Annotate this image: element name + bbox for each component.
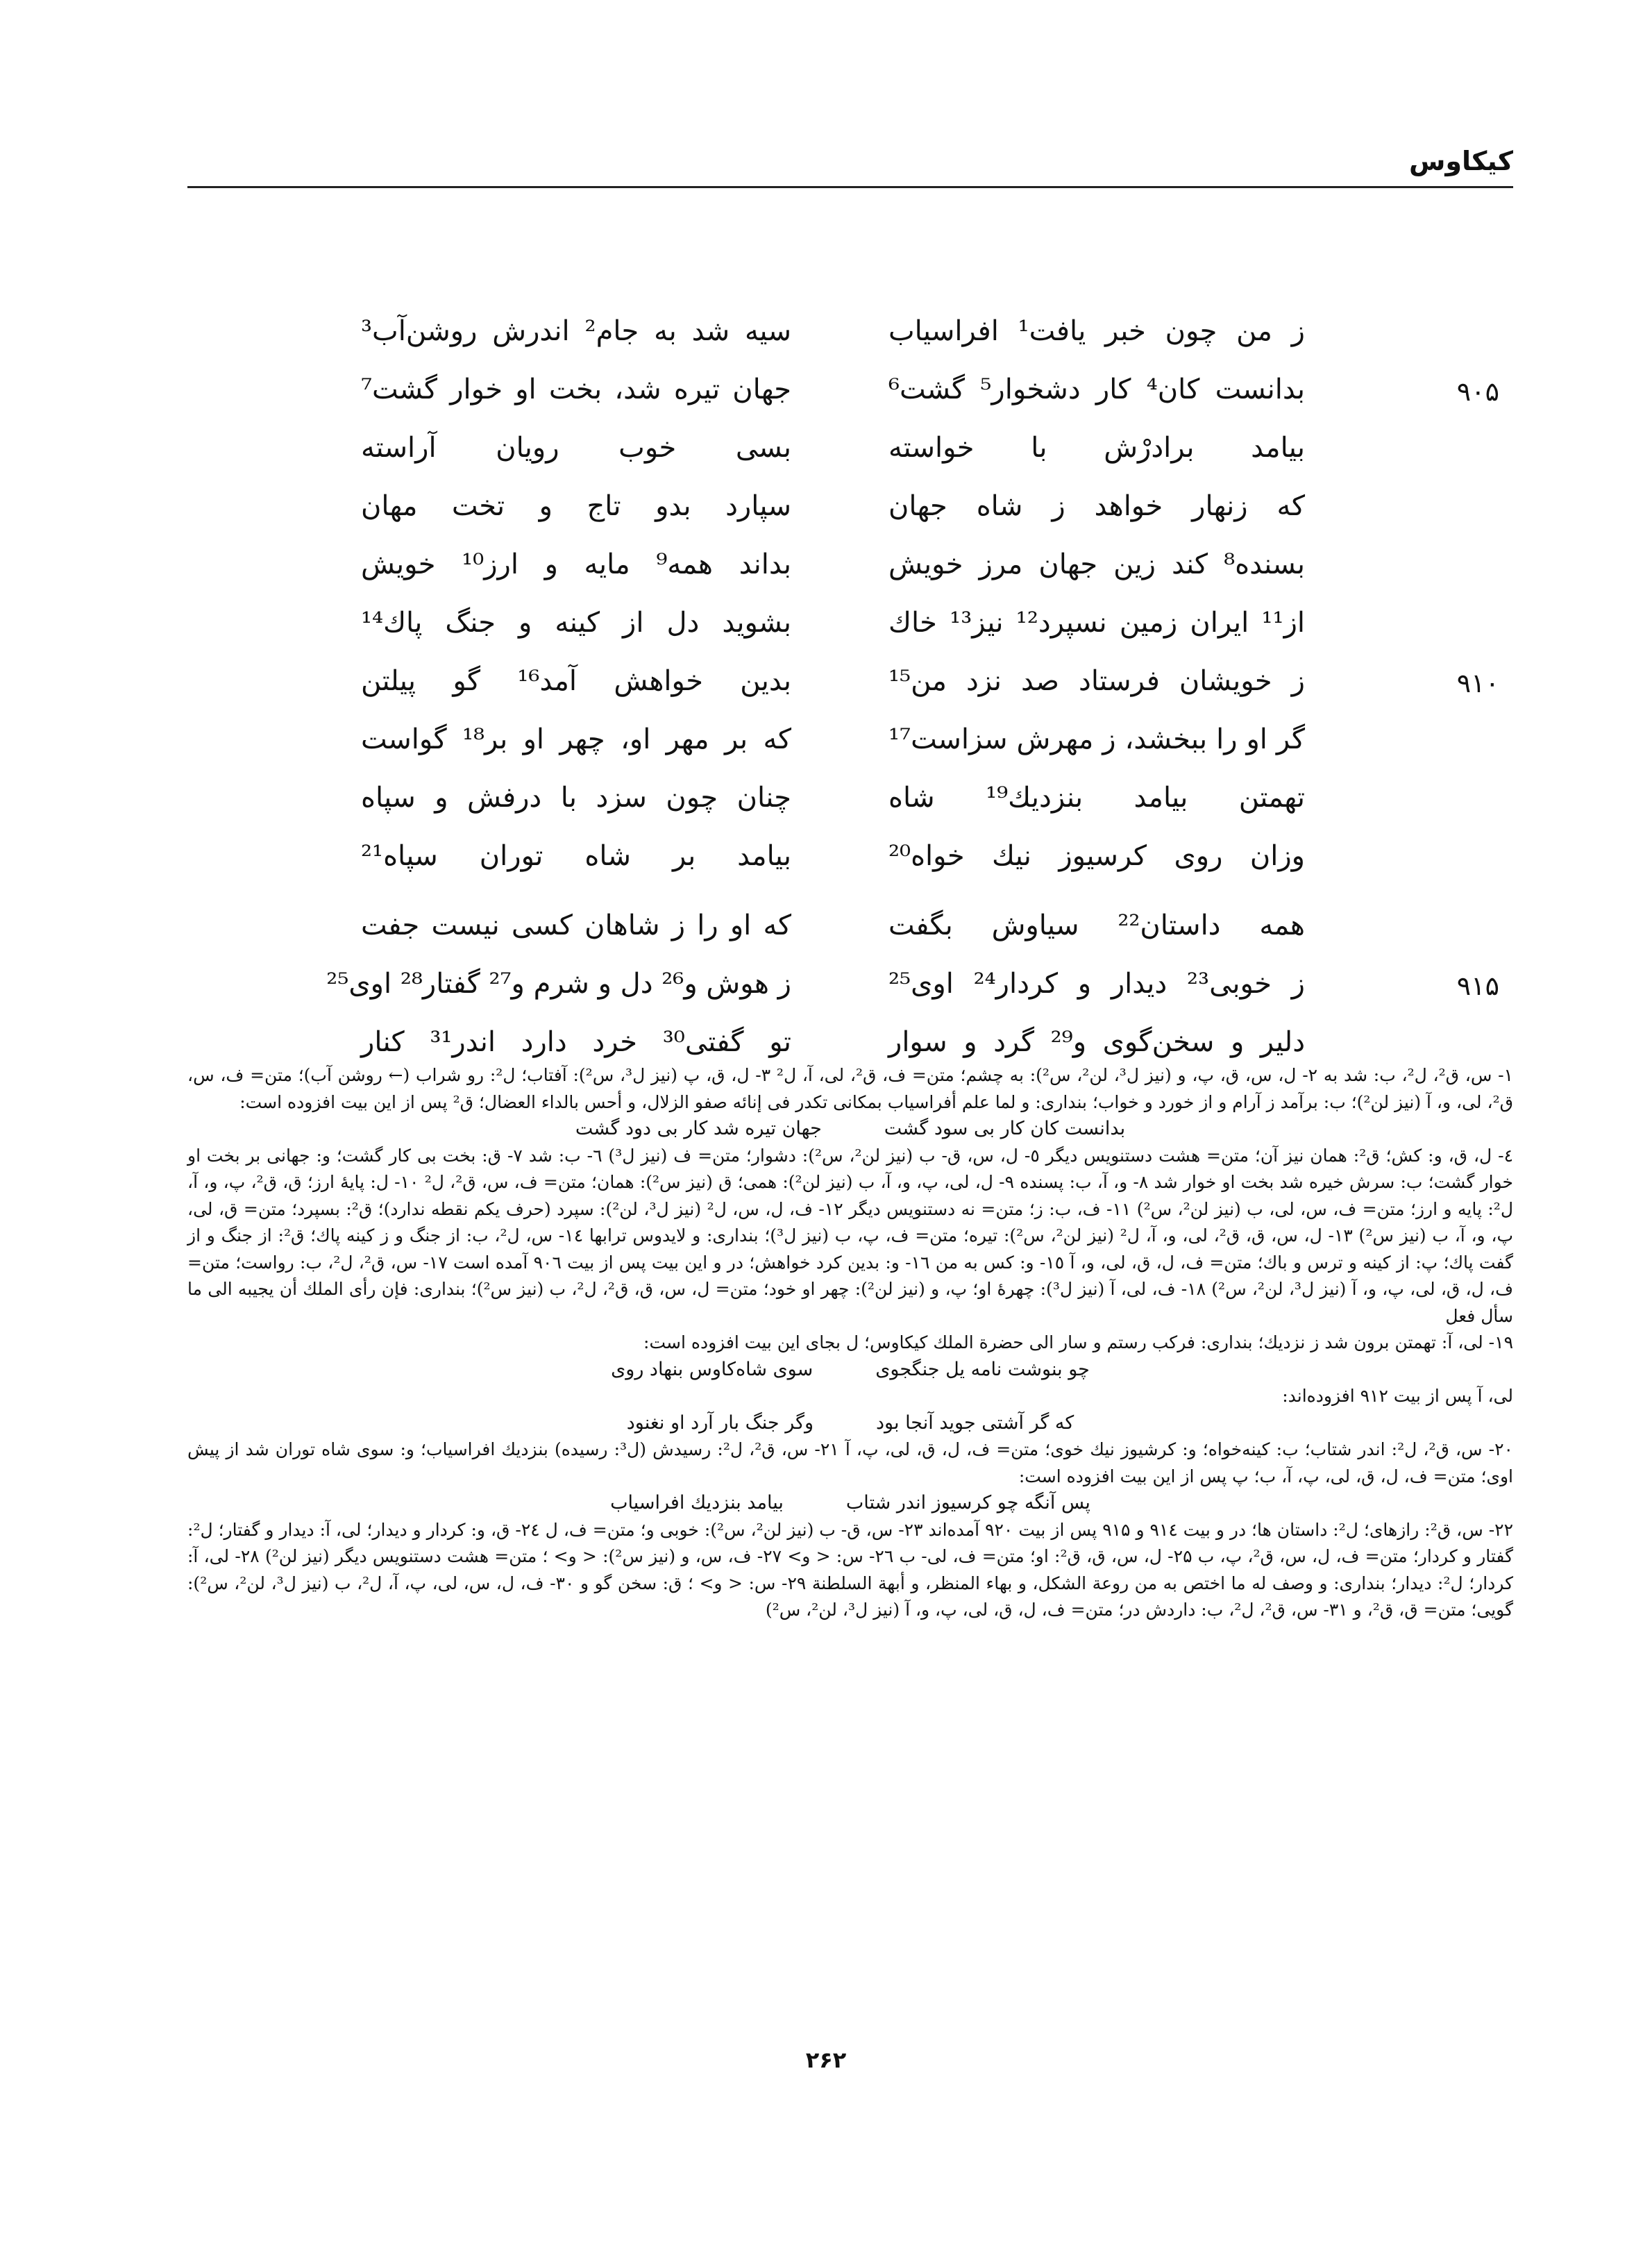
second-hemistich: ز هوش و²⁶ دل و شرم و²⁷ گفتار²⁸ اوی²⁵: [326, 968, 791, 1000]
verse-row: [187, 714, 1513, 772]
second-hemistich: بشوید دل از کینه و جنگ پاك¹⁴: [361, 607, 791, 639]
second-hemistich: جهان تیره شد، بخت او خوار گشت⁷: [361, 374, 791, 405]
first-hemistich: همه داستان²² سیاوش بگفت: [888, 909, 1305, 941]
verse-row: [187, 364, 1513, 422]
footnote-paragraph: ۲۲- س، ق²: رازهای؛ ل²: داستان ها؛ در و بیت ۹۱٤ و ۹۱۵ پس از بیت ۹۲۰ آمده‌اند ۲۳- س، ق- ب (نیز لن²، س²): خوبی و؛ متن= ف، ل ۲٤- ق، و: کردار و دیدار؛ لی، آ: دیدار و گفتار؛ ل²: گفتار و کردار؛ متن= ف، ل، س، ق²، پ، ب ۲۵- ل، س، ق، ق²: او؛ متن= ف، لی- ب ۲٦- س: < و> ۲۷- ف، س، و (نیز س²): < و> ؛ متن= هشت دستنویس دیگر (نیز لن²) ۲۸- لی، آ: کردار؛ ل²: دیدار؛ بنداری: و وصف له ما اختص به من روعة الشکل، و بهاء المنظر، و أبهة السلطنة ۲۹- س: < و> ؛ ق: سخن گو و ۳۰- ف، ل، س، لی، پ، آ، ل²، ب (نیز ل³، لن²، س²): گویی؛ متن= ق، ق²، و ۳۱- س، ق²، ل²، ب: داردش در؛ متن= ف، ل، ق، لی، پ، و، آ (نیز ل³، لن²، س²): [187, 1519, 1513, 1620]
verse-row: [187, 958, 1513, 1016]
verse-number: ۹۱۰: [1456, 668, 1499, 698]
first-hemistich: بسنده⁸ کند زین جهان مرز خویش: [888, 548, 1305, 580]
verse-row: [187, 480, 1513, 539]
added-couplet: [187, 1490, 1513, 1517]
second-hemistich: تو گفتی³⁰ خرد دارد اندر³¹ کنار: [361, 1026, 791, 1058]
couplet-hemistich: سوی شاه‌کاوس بنهاد روی: [611, 1358, 814, 1380]
verse-row: [187, 305, 1513, 364]
verse-row: [187, 539, 1513, 597]
added-couplet: [187, 1410, 1513, 1437]
couplet-hemistich: وگر جنگ بار آرد او نغنود: [626, 1411, 814, 1434]
verse-row: [187, 900, 1513, 958]
second-hemistich: که بر مهر او، چهر او بر¹⁸ گواست: [361, 723, 791, 755]
footnotes: [187, 1062, 1513, 1624]
first-hemistich: تهمتن بیامد بنزدیك¹⁹ شاه: [888, 782, 1305, 814]
first-hemistich: ز خویشان فرستاد صد نزد من¹⁵: [888, 665, 1305, 697]
running-title: کیکاوس: [1408, 146, 1513, 176]
second-hemistich: بسی خوب رویان آراسته: [361, 432, 791, 464]
added-couplet: [187, 1116, 1513, 1143]
first-hemistich: وزان روی کرسیوز نیك خواه²⁰: [888, 840, 1305, 872]
couplet-hemistich: که گر آشتی جوید آنجا بود: [876, 1411, 1074, 1434]
verse-row: [187, 597, 1513, 655]
verse-number: ۹۱۵: [1456, 971, 1499, 1001]
footnote-paragraph: ۲۰- س، ق²، ل²: اندر شتاب؛ ب: کینه‌خواه؛ و: کرشیوز نیك خوی؛ متن= ف، ل، ق، لی، پ، آ ۲۱- س، ق²، ل²: رسیدش (ل³: رسیده) بنزدیك افراسیاب؛ و: سوی شاه توران شد از پیش اوی؛ متن= ف، ل، ق، لی، پ، آ، ب؛ پ پس از این بیت افزوده است:: [187, 1439, 1513, 1486]
added-couplet: [187, 1357, 1513, 1384]
couplet-hemistich: چو بنوشت نامه یل جنگجوی: [875, 1358, 1090, 1380]
footnote-paragraph: لی، آ پس از بیت ۹۱۲ افزوده‌اند:: [1282, 1386, 1513, 1406]
first-hemistich: از¹¹ ایران زمین نسپرد¹² نیز¹³ خاك: [888, 607, 1305, 639]
first-hemistich: که زنهار خواهد ز شاه جهان: [888, 490, 1305, 522]
first-hemistich: بیامد برادرْش با خواسته: [888, 432, 1305, 464]
second-hemistich: سپارد بدو تاج و تخت مهان: [361, 490, 791, 522]
first-hemistich: ز من چون خبر یافت¹ افراسیاب: [888, 315, 1305, 347]
second-hemistich: بداند همه⁹ مایه و ارز¹⁰ خویش: [361, 548, 792, 580]
second-hemistich: چنان چون سزد با درفش و سپاه: [361, 782, 791, 814]
footnote-paragraph: ۱- س، ق²، ل²، ب: شد به ۲- ل، س، ق، پ، و (نیز ل³، لن²، س²): به چشم؛ متن= ف، ق²، لی، آ، ل² ۳- ل، ق، پ (نیز ل³، س²): آفتاب؛ ل²: رو شراب (← روشن آب)؛ متن= ف، س، ق²، لی، و، آ (نیز لن²)؛ ب: برآمد ز آرام و از خورد و خواب؛ بنداری: و لما علم أفراسیاب بمکانی تکدر فی إنائه صفو الزلال، و أحس بالداء العضال؛ ق² پس از این بیت افزوده است:: [187, 1065, 1513, 1112]
first-hemistich: بدانست کان⁴ کار دشخوار⁵ گشت⁶: [888, 374, 1306, 405]
verse-number: ۹۰۵: [1456, 376, 1499, 407]
poem-body: [187, 305, 1513, 1075]
footnote-paragraph: ٤- ل، ق، و: کش؛ ق²: همان نیز آن؛ متن= هشت دستنویس دیگر ٥- ل، س، ق- ب (نیز لن²، س²): دشوار؛ متن= ف (نیز ل³) ٦- ب: شد ۷- ق: بخت بی کار گشت؛ و: جهانی بر بخت او خوار گشت؛ ب: سرش خیره شد بخت او خوار شد ۸- و، آ، ب: پسنده ۹- ل، لی، پ، و، آ، ب (نیز لن²): همی؛ ق (نیز س²): همان؛ متن= ف، س، ق²، ل² ۱۰- ل: پایهٔ ارز؛ ق، ق²، پ، و، آ، ل²: پایه و ارز؛ متن= ف، س، لی، ب (نیز لن²، س²) ۱۱- ف، ب: ز؛ متن= نه دستنویس دیگر ۱۲- ف، ل، س، ل² (نیز ل³، لن²): سپرد (حرف یکم نقطه ندارد)؛ ق²: بسپرد؛ متن= ق، لی، پ، و، آ، ب (نیز س²) ۱۳- ل، س، ق، ق²، لی، و، آ، ل² (نیز لن²، س²): تیره؛ متن= ف، پ، ب (نیز ل³)؛ بنداری: و لایدوس ترابها ۱٤- س، ل²، ب: از جنگ و ز کینه پاك؛ ق²: از جنگ و از گفت پاك؛ پ: از کینه و ترس و باك؛ متن= ف، ل، ق، لی، و، آ ۱٥- و: کس به من ۱٦- و: بدین کرد خواهش؛ در و این بیت پس از بیت ۹۰٦ آمده است ۱۷- س، ق²، ل²، ب: رواست؛ متن= ف، ل، ق، لی، پ، و، آ (نیز ل³، لن²، س²) ۱۸- ف، لی، آ (نیز ل³): چهرهٔ او؛ پ، و (نیز لن²): چهر او خود؛ متن= ل، س، ق، ق²، ل²، ب (نیز س²)؛ بنداری: فإن رأی الملك أن یجیبه الی ما سأل فعل: [187, 1145, 1514, 1326]
couplet-hemistich: بدانست کان کار بی سود گشت: [884, 1118, 1126, 1139]
verse-row: [187, 422, 1513, 480]
first-hemistich: دلیر و سخن‌گوی و²⁹ گرد و سوار: [888, 1026, 1306, 1058]
verse-row: [187, 772, 1513, 830]
second-hemistich: بیامد بر شاه توران سپاه²¹: [361, 840, 791, 872]
second-hemistich: بدین خواهش آمد¹⁶ گو پیلتن: [361, 665, 791, 697]
couplet-hemistich: جهان تیره شد کار بی دود گشت: [575, 1118, 822, 1139]
couplet-hemistich: بیامد بنزدیك افراسیاب: [610, 1492, 784, 1514]
page-number: ۲۶۲: [805, 2047, 847, 2073]
footnote-paragraph: ۱۹- لی، آ: تهمتن برون شد ز نزدیك؛ بنداری: فرکب رستم و سار الی حضرة الملك کیکاوس؛ ل بجای این بیت افزوده است:: [643, 1332, 1513, 1352]
couplet-hemistich: پس آنگه چو کرسیوز اندر شتاب: [845, 1492, 1090, 1514]
verse-row: [187, 830, 1513, 900]
second-hemistich: سیه شد به جام² اندرش روشن‌آب³: [361, 315, 791, 347]
verse-row: [187, 655, 1513, 714]
first-hemistich: ز خوبی²³ دیدار و کردار²⁴ اوی²⁵: [888, 968, 1306, 1000]
header-rule: [187, 186, 1513, 188]
page-header: [187, 146, 1513, 187]
second-hemistich: که او را ز شاهان کسی نیست جفت: [361, 909, 791, 941]
first-hemistich: گر او را ببخشد، ز مهرش سزاست¹⁷: [888, 723, 1305, 755]
